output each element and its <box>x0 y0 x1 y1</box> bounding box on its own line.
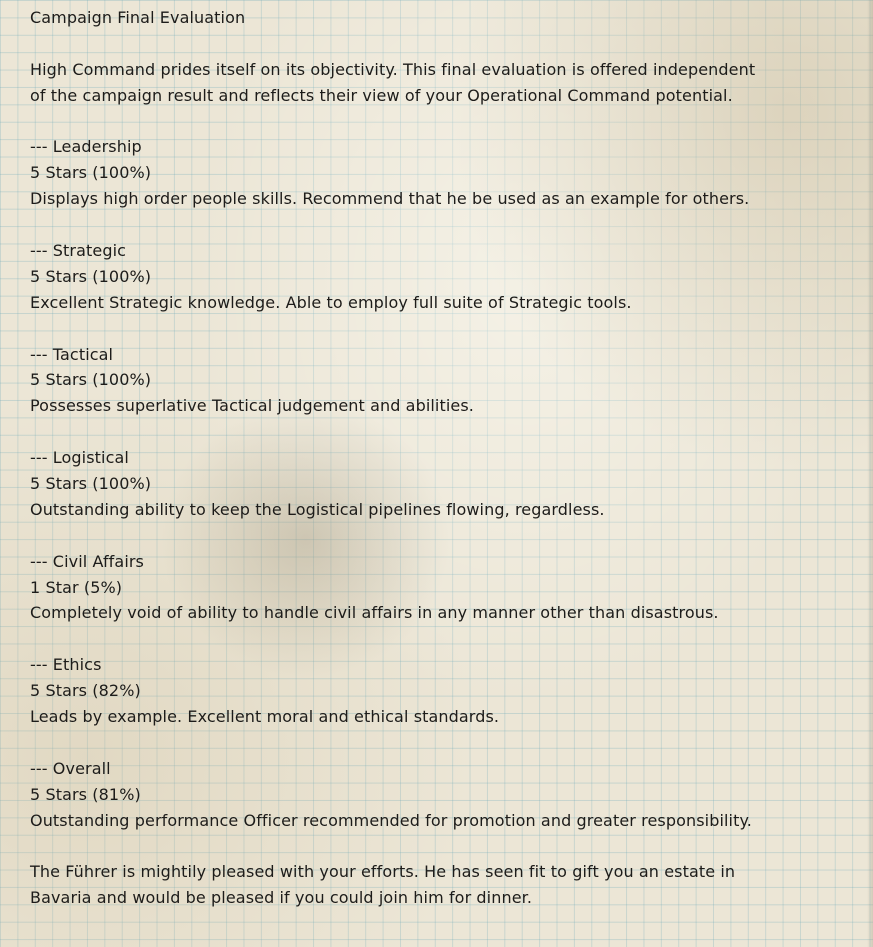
category-civil-affairs <box>30 549 830 627</box>
spacer <box>30 730 830 756</box>
category-header: --- Ethics <box>30 655 102 675</box>
category-comment: Displays high order people skills. Recommend that he be used as an example for others. <box>30 189 750 209</box>
category-rating: 5 Stars (82%) <box>30 681 141 701</box>
category-leadership <box>30 134 830 212</box>
category-rating: 5 Stars (100%) <box>30 266 152 286</box>
category-comment: Excellent Strategic knowledge. Able to employ full suite of Strategic tools. <box>30 292 632 312</box>
spacer <box>30 626 830 652</box>
category-comment: Outstanding ability to keep the Logistical pipelines flowing, regardless. <box>30 499 605 519</box>
category-comment: Outstanding performance Officer recommended for promotion and greater responsibility. <box>30 810 752 830</box>
page-title: Campaign Final Evaluation <box>30 8 246 27</box>
paper-edge <box>867 0 873 947</box>
spacer <box>30 316 830 342</box>
category-tactical <box>30 342 830 420</box>
category-logistical <box>30 445 830 523</box>
category-header: --- Leadership <box>30 137 142 157</box>
category-rating: 5 Stars (100%) <box>30 163 152 183</box>
category-rating: 5 Stars (100%) <box>30 474 152 494</box>
spacer <box>30 31 830 57</box>
category-rating: 1 Star (5%) <box>30 577 123 597</box>
category-header: --- Strategic <box>30 241 127 261</box>
closing-line: The Führer is mightily pleased with your efforts. He has seen fit to gift you an estate in <box>30 862 736 882</box>
category-overall <box>30 756 830 834</box>
category-rating: 5 Stars (81%) <box>30 784 141 804</box>
category-header: --- Overall <box>30 758 111 778</box>
category-header: --- Logistical <box>30 448 129 468</box>
intro-line: of the campaign result and reflects their view of your Operational Command potential. <box>30 85 733 105</box>
spacer <box>30 419 830 445</box>
category-header: --- Tactical <box>30 344 114 364</box>
closing-line: Bavaria and would be pleased if you could join him for dinner. <box>30 888 533 908</box>
category-ethics <box>30 652 830 730</box>
evaluation-sheet <box>30 5 830 911</box>
category-comment: Possesses superlative Tactical judgement and abilities. <box>30 396 474 416</box>
spacer <box>30 523 830 549</box>
category-comment: Completely void of ability to handle civil affairs in any manner other than disastrous. <box>30 603 719 623</box>
category-strategic <box>30 238 830 316</box>
category-rating: 5 Stars (100%) <box>30 370 152 390</box>
spacer <box>30 212 830 238</box>
spacer <box>30 109 830 135</box>
category-header: --- Civil Affairs <box>30 551 144 571</box>
intro-line: High Command prides itself on its objectivity. This final evaluation is offered independent <box>30 59 756 79</box>
category-comment: Leads by example. Excellent moral and ethical standards. <box>30 707 500 727</box>
spacer <box>30 834 830 860</box>
